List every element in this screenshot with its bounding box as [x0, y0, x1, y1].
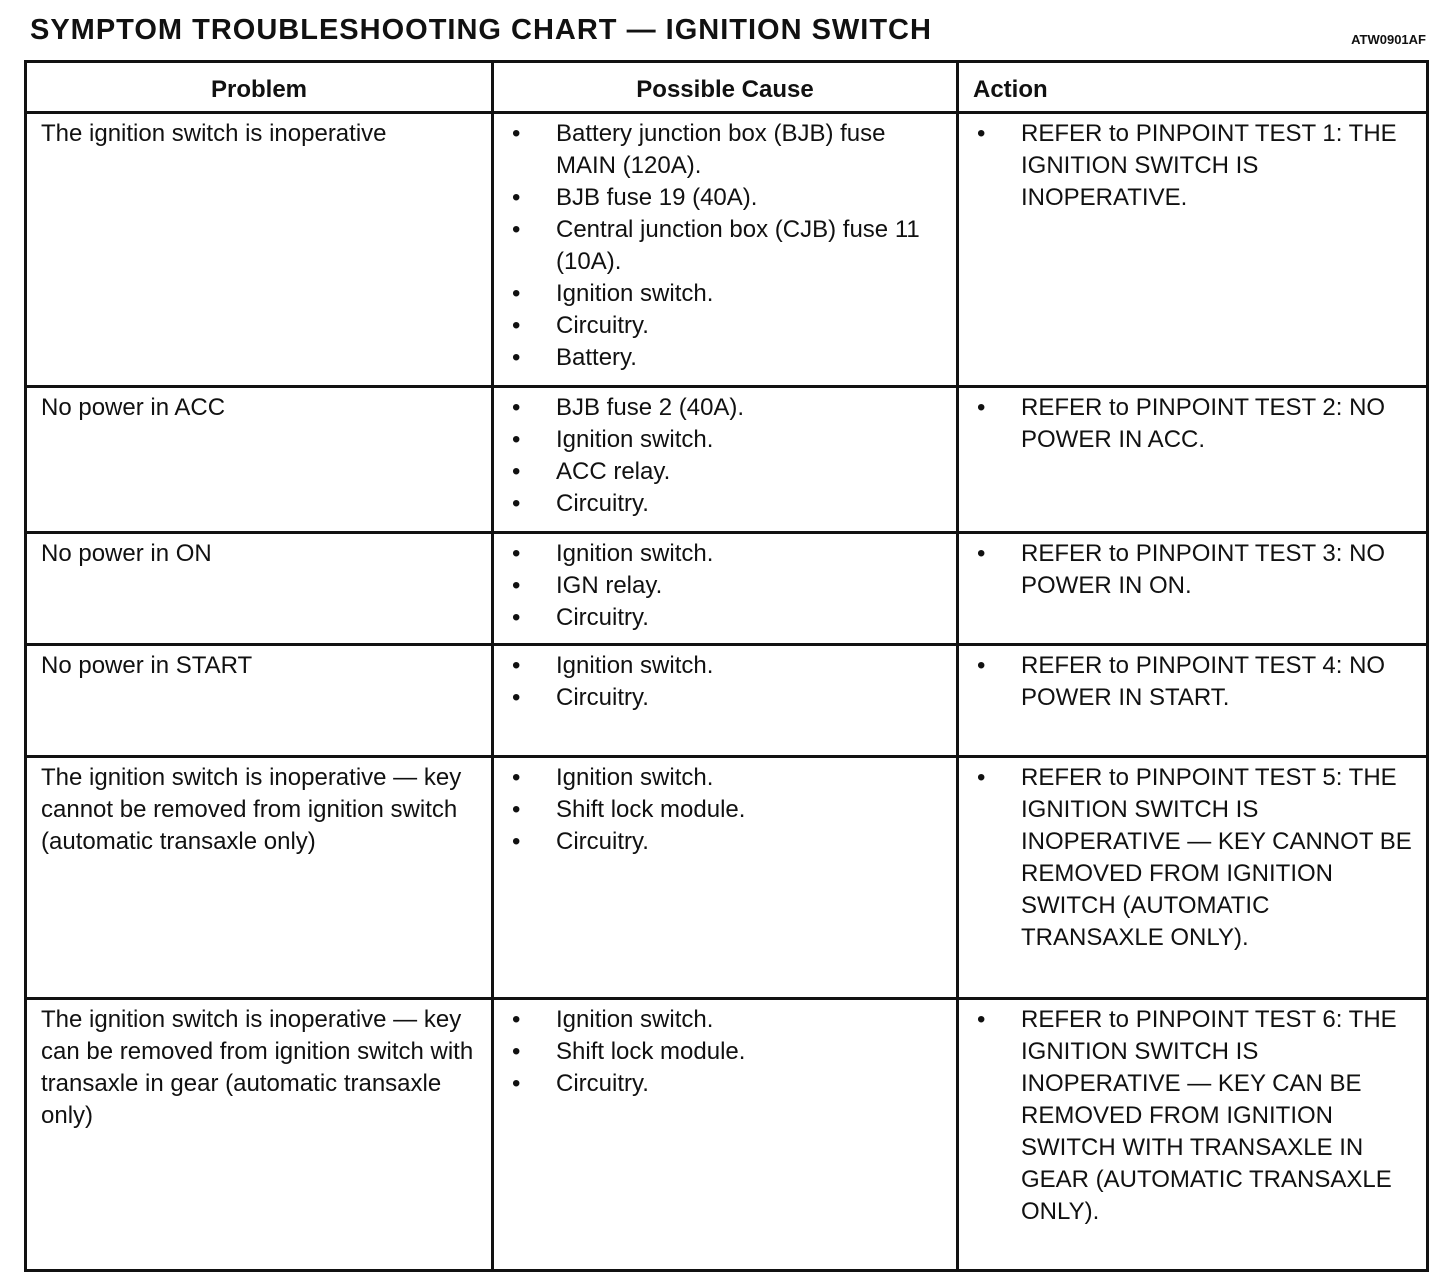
- bullet-icon: •: [512, 344, 521, 371]
- header-problem: Problem: [26, 62, 493, 113]
- list-item: [969, 650, 1418, 714]
- cause-text: BJB fuse 2 (40A).: [556, 394, 745, 421]
- action-list: [969, 1004, 1418, 1228]
- table-row: [26, 645, 1428, 757]
- list-item: [504, 682, 948, 714]
- problem-cell: No power in ACC: [26, 387, 493, 533]
- problem-cell: No power in START: [26, 645, 493, 757]
- cause-text: Circuitry.: [556, 1070, 649, 1097]
- action-cell: [958, 113, 1428, 387]
- cause-cell: [493, 387, 958, 533]
- list-item: [504, 1068, 948, 1100]
- cause-text: Battery junction box (BJB) fuse MAIN (120A).: [556, 120, 886, 179]
- bullet-icon: •: [512, 490, 521, 517]
- bullet-icon: •: [977, 652, 986, 679]
- cause-list: [504, 538, 948, 634]
- list-item: [969, 1004, 1418, 1228]
- list-item: [504, 762, 948, 794]
- header-row: [26, 62, 1428, 113]
- cause-text: Circuitry.: [556, 828, 649, 855]
- bullet-icon: •: [512, 1038, 521, 1065]
- cause-list: [504, 762, 948, 858]
- action-text: REFER to PINPOINT TEST 1: THE IGNITION SWITCH IS INOPERATIVE.: [1021, 120, 1397, 211]
- list-item: [504, 278, 948, 310]
- header-action: Action: [958, 62, 1428, 113]
- table-row: [26, 113, 1428, 387]
- action-list: [969, 118, 1418, 214]
- cause-text: Ignition switch.: [556, 426, 714, 453]
- action-text: REFER to PINPOINT TEST 6: THE IGNITION SWITCH IS INOPERATIVE — KEY CAN BE REMOVED FROM IGNITION SWITCH WITH TRANSAXLE IN GEAR (AUTOMATIC TRANSAXLE ONLY).: [1021, 1006, 1397, 1225]
- bullet-icon: •: [512, 604, 521, 631]
- list-item: [504, 342, 948, 374]
- cause-text: IGN relay.: [556, 572, 663, 599]
- cause-list: [504, 650, 948, 714]
- bullet-icon: •: [512, 394, 521, 421]
- bullet-icon: •: [512, 764, 521, 791]
- page-title: SYMPTOM TROUBLESHOOTING CHART — IGNITION SWITCH: [30, 14, 932, 46]
- bullet-icon: •: [512, 216, 521, 243]
- bullet-icon: •: [512, 1006, 521, 1033]
- cause-cell: [493, 999, 958, 1271]
- cause-cell: [493, 645, 958, 757]
- problem-cell: The ignition switch is inoperative — key cannot be removed from ignition switch (automatic transaxle only): [26, 757, 493, 999]
- bullet-icon: •: [977, 764, 986, 791]
- cause-text: Ignition switch.: [556, 1006, 714, 1033]
- bullet-icon: •: [512, 828, 521, 855]
- list-item: [504, 650, 948, 682]
- list-item: [504, 826, 948, 858]
- action-cell: [958, 387, 1428, 533]
- bullet-icon: •: [512, 684, 521, 711]
- cause-text: Shift lock module.: [556, 1038, 746, 1065]
- cause-text: ACC relay.: [556, 458, 671, 485]
- bullet-icon: •: [512, 796, 521, 823]
- list-item: [504, 602, 948, 634]
- cause-text: Circuitry.: [556, 604, 649, 631]
- list-item: [504, 794, 948, 826]
- cause-text: Ignition switch.: [556, 540, 714, 567]
- list-item: [504, 538, 948, 570]
- table-row: [26, 533, 1428, 645]
- list-item: [969, 538, 1418, 602]
- action-cell: [958, 757, 1428, 999]
- table-row: [26, 999, 1428, 1271]
- action-text: REFER to PINPOINT TEST 2: NO POWER IN ACC.: [1021, 394, 1386, 453]
- bullet-icon: •: [512, 184, 521, 211]
- cause-text: Ignition switch.: [556, 764, 714, 791]
- list-item: [504, 1036, 948, 1068]
- cause-list: [504, 392, 948, 520]
- table-row: [26, 387, 1428, 533]
- symptom-chart-table: [24, 60, 1429, 1272]
- bullet-icon: •: [512, 426, 521, 453]
- bullet-icon: •: [512, 1070, 521, 1097]
- cause-list: [504, 118, 948, 374]
- action-list: [969, 650, 1418, 714]
- action-list: [969, 762, 1418, 954]
- action-list: [969, 538, 1418, 602]
- header-possible-cause: Possible Cause: [493, 62, 958, 113]
- cause-text: Battery.: [556, 344, 637, 371]
- list-item: [969, 118, 1418, 214]
- list-item: [504, 182, 948, 214]
- bullet-icon: •: [512, 540, 521, 567]
- cause-cell: [493, 533, 958, 645]
- list-item: [969, 392, 1418, 456]
- bullet-icon: •: [512, 652, 521, 679]
- action-cell: [958, 645, 1428, 757]
- action-list: [969, 392, 1418, 456]
- cause-list: [504, 1004, 948, 1100]
- list-item: [969, 762, 1418, 954]
- list-item: [504, 1004, 948, 1036]
- list-item: [504, 310, 948, 342]
- problem-cell: The ignition switch is inoperative — key can be removed from ignition switch with transaxle in gear (automatic transaxle only): [26, 999, 493, 1271]
- bullet-icon: •: [512, 458, 521, 485]
- list-item: [504, 488, 948, 520]
- bullet-icon: •: [977, 394, 986, 421]
- reference-code: ATW0901AF: [1351, 32, 1426, 47]
- bullet-icon: •: [512, 280, 521, 307]
- list-item: [504, 118, 948, 182]
- cause-cell: [493, 113, 958, 387]
- action-text: REFER to PINPOINT TEST 3: NO POWER IN ON.: [1021, 540, 1386, 599]
- action-cell: [958, 999, 1428, 1271]
- bullet-icon: •: [512, 312, 521, 339]
- bullet-icon: •: [977, 540, 986, 567]
- action-text: REFER to PINPOINT TEST 5: THE IGNITION SWITCH IS INOPERATIVE — KEY CANNOT BE REMOVED FROM IGNITION SWITCH (AUTOMATIC TRANSAXLE ONLY).: [1021, 764, 1412, 951]
- cause-cell: [493, 757, 958, 999]
- problem-cell: No power in ON: [26, 533, 493, 645]
- action-cell: [958, 533, 1428, 645]
- problem-cell: The ignition switch is inoperative: [26, 113, 493, 387]
- bullet-icon: •: [512, 120, 521, 147]
- bullet-icon: •: [977, 1006, 986, 1033]
- cause-text: Circuitry.: [556, 490, 649, 517]
- cause-text: Ignition switch.: [556, 652, 714, 679]
- bullet-icon: •: [977, 120, 986, 147]
- table-row: [26, 757, 1428, 999]
- list-item: [504, 424, 948, 456]
- cause-text: BJB fuse 19 (40A).: [556, 184, 758, 211]
- list-item: [504, 392, 948, 424]
- list-item: [504, 570, 948, 602]
- list-item: [504, 214, 948, 278]
- action-text: REFER to PINPOINT TEST 4: NO POWER IN START.: [1021, 652, 1386, 711]
- cause-text: Circuitry.: [556, 312, 649, 339]
- cause-text: Central junction box (CJB) fuse 11 (10A).: [556, 216, 920, 275]
- cause-text: Circuitry.: [556, 684, 649, 711]
- bullet-icon: •: [512, 572, 521, 599]
- cause-text: Ignition switch.: [556, 280, 714, 307]
- list-item: [504, 456, 948, 488]
- cause-text: Shift lock module.: [556, 796, 746, 823]
